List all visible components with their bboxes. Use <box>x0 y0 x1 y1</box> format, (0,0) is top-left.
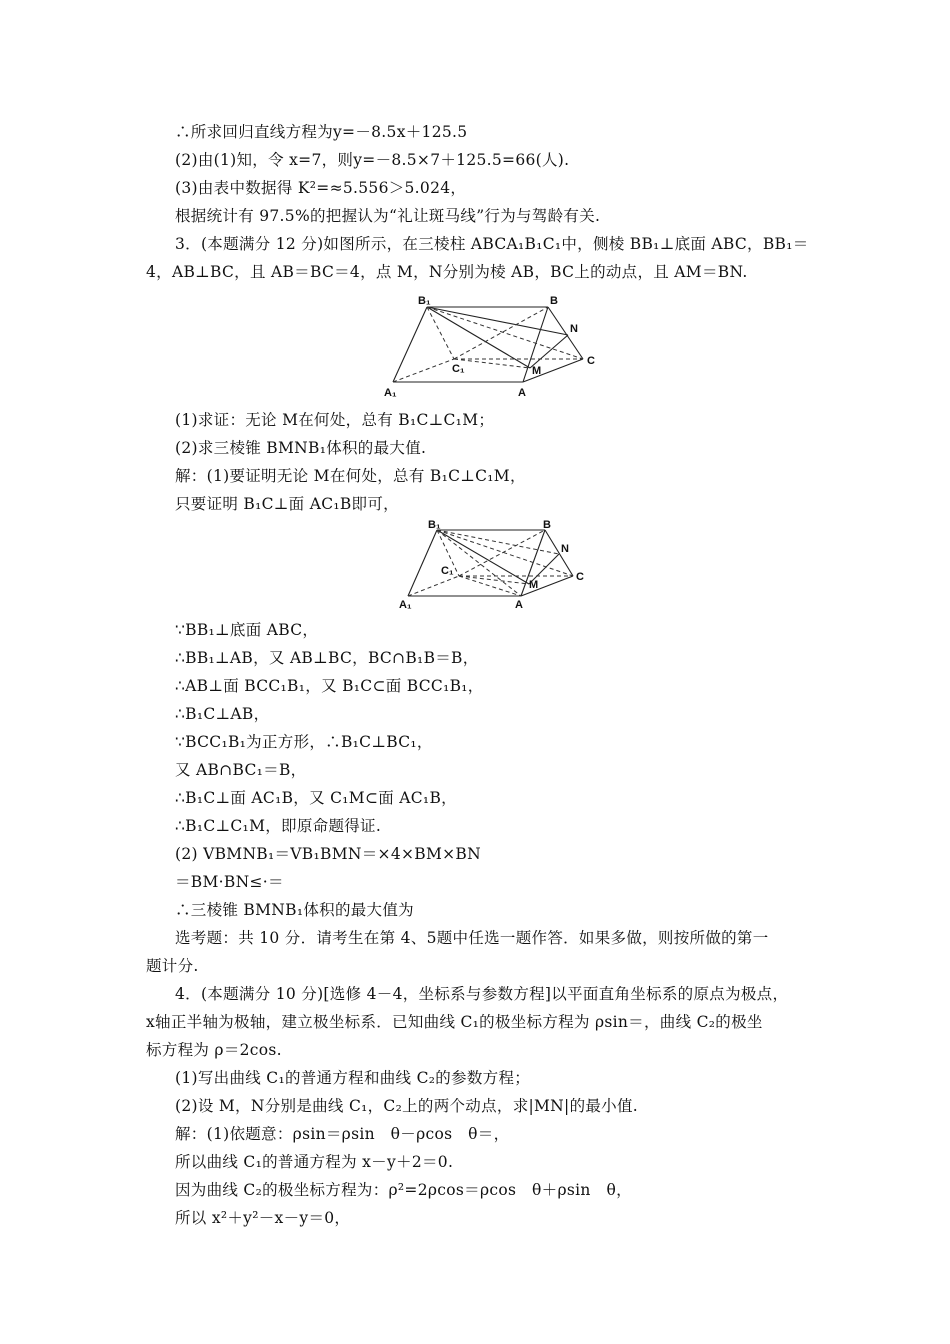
text-line: 根据统计有 97.5%的把握认为“礼让斑马线”行为与驾龄有关. <box>175 207 601 225</box>
vertex-label-b: B <box>550 295 558 307</box>
text-line: ∴B₁C⊥面 AC₁B，又 C₁M⊂面 AC₁B， <box>175 789 457 807</box>
vertex-label-a1: A₁ <box>399 599 412 611</box>
prism-diagram <box>380 292 600 404</box>
text-line: (2)设 M，N分别是曲线 C₁，C₂上的两个动点，求|MN|的最小值. <box>175 1097 638 1115</box>
vertex-label-c1: C₁ <box>452 363 465 375</box>
elective-note-line: 题计分. <box>146 957 199 975</box>
elective-note-line: 选考题：共 10 分．请考生在第 4、5题中任选一题作答．如果多做，则按所做的第一 <box>175 929 769 947</box>
prism-figure-1 <box>380 292 600 408</box>
problem-4-line: x轴正半轴为极轴，建立极坐标系．已知曲线 C₁的极坐标方程为 ρsin＝，曲线 C₂的极坐 <box>146 1013 763 1031</box>
vertex-label-n: N <box>570 323 578 335</box>
vertex-label-c: C <box>587 355 595 367</box>
text-line: (1)写出曲线 C₁的普通方程和曲线 C₂的参数方程； <box>175 1069 531 1087</box>
problem-4-line: 4．(本题满分 10 分)[选修 4－4，坐标系与参数方程]以平面直角坐标系的原点为极点， <box>175 985 789 1003</box>
text-line: ＝BM·BN≤·＝ <box>175 873 284 891</box>
vertex-label-m: M <box>532 365 542 377</box>
vertex-label-a1: A₁ <box>384 387 397 399</box>
text-line: ∴BB₁⊥AB，又 AB⊥BC，BC∩B₁B＝B， <box>175 649 479 667</box>
text-line: 所以 x²＋y²－x－y＝0， <box>175 1209 351 1227</box>
text-line: ∴B₁C⊥AB， <box>175 705 270 723</box>
vertex-label-b: B <box>543 519 551 531</box>
problem-3-line: 3．(本题满分 12 分)如图所示，在三棱柱 ABCA₁B₁C₁中，侧棱 BB₁⊥底面 ABC，BB₁＝ <box>175 235 809 253</box>
vertex-label-c1: C₁ <box>441 565 454 577</box>
text-line: ∵BB₁⊥底面 ABC， <box>175 621 319 639</box>
vertex-label-c: C <box>576 571 584 583</box>
text-line: ∵BCC₁B₁为正方形，∴B₁C⊥BC₁， <box>175 733 433 751</box>
prism-diagram <box>395 518 597 614</box>
text-line: (2) VBMNB₁＝VB₁BMN＝×4×BM×BN <box>175 845 481 863</box>
text-line: 所以曲线 C₁的普通方程为 x－y＋2＝0. <box>175 1153 454 1171</box>
text-line: ∴AB⊥面 BCC₁B₁，又 B₁C⊂面 BCC₁B₁， <box>175 677 484 695</box>
text-line: ∴B₁C⊥C₁M，即原命题得证. <box>175 817 382 835</box>
text-line: (1)求证：无论 M在何处，总有 B₁C⊥C₁M； <box>175 411 495 429</box>
problem-3-line: 4，AB⊥BC，且 AB＝BC＝4，点 M，N分别为棱 AB，BC上的动点，且 AM＝BN. <box>146 263 748 281</box>
vertex-label-a: A <box>515 599 523 611</box>
vertex-label-b1: B₁ <box>428 519 441 531</box>
text-line: (2)由(1)知，令 x=7，则y=－8.5×7＋125.5=66(人). <box>175 151 570 169</box>
vertex-label-b1: B₁ <box>418 295 431 307</box>
vertex-label-a: A <box>518 387 526 399</box>
text-line: 又 AB∩BC₁＝B， <box>175 761 307 779</box>
text-line: 因为曲线 C₂的极坐标方程为：ρ²=2ρcos＝ρcos θ＋ρsin θ， <box>175 1181 632 1199</box>
text-line: 解：(1)要证明无论 M在何处，总有 B₁C⊥C₁M， <box>175 467 526 485</box>
prism-figure-2 <box>395 518 597 618</box>
vertex-label-n: N <box>561 543 569 555</box>
text-line: ∴所求回归直线方程为y=－8.5x＋125.5 <box>175 123 468 141</box>
text-line: ∴三棱锥 BMNB₁体积的最大值为 <box>175 901 414 919</box>
text-line: 只要证明 B₁C⊥面 AC₁B即可， <box>175 495 399 513</box>
text-line: 解：(1)依题意：ρsin＝ρsin θ－ρcos θ＝， <box>175 1125 510 1143</box>
text-line: (3)由表中数据得 K²=≈5.556＞5.024， <box>175 179 467 197</box>
problem-4-line: 标方程为 ρ＝2cos. <box>146 1041 282 1059</box>
vertex-label-m: M <box>529 579 539 591</box>
text-line: (2)求三棱锥 BMNB₁体积的最大值. <box>175 439 427 457</box>
